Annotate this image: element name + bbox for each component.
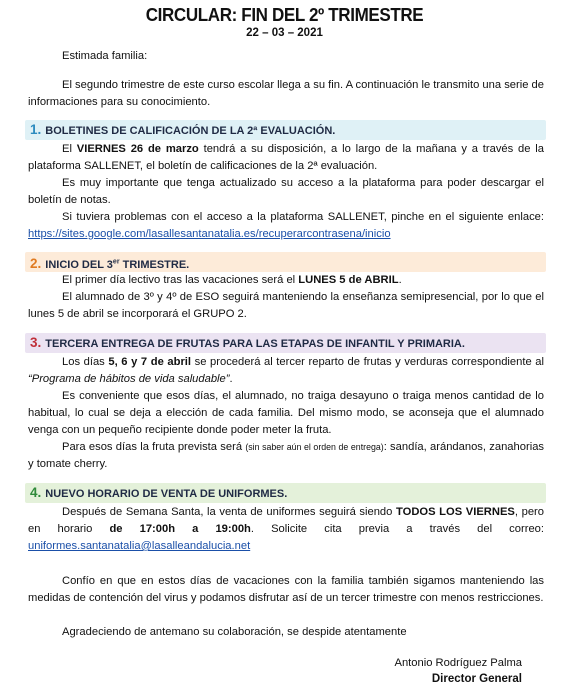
section-3-p3-end: : sandía, arándanos, zanahorias y tomate cherry. <box>28 441 545 470</box>
section-2-title-text: INICIO DEL 3 <box>45 258 113 271</box>
section-2-number: 2. <box>30 255 42 271</box>
section-4-p1-text: Después de Semana Santa, la venta de uniformes seguirá siendo <box>62 506 396 518</box>
section-2-p1-text: El primer día lectivo tras las vacaciones será el <box>62 274 299 286</box>
section-3-p3-note: (sin saber aún el orden de entrega) <box>245 442 384 452</box>
section-4-heading <box>25 483 546 503</box>
section-4-p1-mid: , pero en horario <box>28 506 544 535</box>
section-2-paragraph-2: El alumnado de 3º y 4º de ESO seguirá manteniendo la enseñanza semipresencial, por lo que el lunes 5 de abril se incorporará el GRUPO 2. <box>28 291 544 320</box>
section-1-p1-text: El <box>62 143 77 155</box>
section-2-p1-end: . <box>398 274 402 286</box>
section-3-paragraph-3 <box>28 439 544 473</box>
section-3-title: TERCERA ENTREGA DE FRUTAS PARA LAS ETAPAS DE INFANTIL Y PRIMARIA. <box>45 338 465 350</box>
closing-farewell: Agradeciendo de antemano su colaboración, se despide atentamente <box>62 626 407 638</box>
greeting: Estimada familia: <box>62 50 148 62</box>
intro-paragraph: El segundo trimestre de este curso escolar llega a su fin. A continuación le transmito una serie de informaciones para su conocimiento. <box>28 79 544 108</box>
section-2-p1-date: LUNES 5 de ABRIL <box>298 274 399 286</box>
section-3-p1-program: “Programa de hábitos de vida saludable” <box>28 373 230 385</box>
section-2-paragraph-1 <box>28 272 544 289</box>
section-3-paragraph-2: Es conveniente que esos días, el alumnado, no traiga desayuno o traiga menos cantidad de lo habitual, lo cual se deja a elección de cada familia. Del mismo modo, se aconseja que el alumnado venga con un pequeño recipiente donde poder meter la fruta. <box>28 390 544 436</box>
section-1-paragraph-2: Es muy importante que tenga actualizado su acceso a la plataforma para poder descargar el boletín de notas. <box>28 177 544 206</box>
section-4-p1-hours: de 17:00h a 19:00h <box>109 523 251 535</box>
section-2-heading <box>25 252 546 272</box>
section-3-p1-end: . <box>229 373 233 385</box>
closing-paragraph: Confío en que en estos días de vacaciones con la familia también sigamos manteniendo las medidas de contención del virus y podamos disfrutar así de un tercer trimestre con menos restricciones. <box>28 575 544 604</box>
section-4-number: 4. <box>30 485 42 500</box>
section-4-p1-end: . Solicite cita previa a través del correo: <box>250 523 544 535</box>
section-3-p1-text: Los días <box>62 356 109 368</box>
section-4-paragraph-1 <box>28 504 544 555</box>
uniforms-email-link[interactable]: uniformes.santanatalia@lasalleandalucia.net <box>28 540 251 552</box>
section-1-title: BOLETINES DE CALIFICACIÓN DE LA 2ª EVALUACIÓN. <box>45 125 336 137</box>
section-1-p1-text-end: tendrá a su disposición, a lo largo de la mañana y a través de la plataforma SALLENET, el boletín de calificaciones de la 2ª evaluación. <box>28 143 544 172</box>
section-1-p3-text: Si tuviera problemas con el acceso a la plataforma SALLENET, pinche en el siguiente enlace: <box>62 211 544 223</box>
section-3-p3-text: Para esos días la fruta prevista será <box>62 441 246 453</box>
section-1-paragraph-1 <box>28 141 544 175</box>
section-4-title: NUEVO HORARIO DE VENTA DE UNIFORMES. <box>45 488 288 500</box>
section-3-heading <box>25 333 546 353</box>
section-4-p1-days: TODOS LOS VIERNES <box>395 506 515 518</box>
section-2-title-sup: er <box>112 258 120 265</box>
document-title: CIRCULAR: FIN DEL 2º TRIMESTRE <box>145 4 424 25</box>
section-1-number: 1. <box>30 122 42 137</box>
document-date: 22 – 03 – 2021 <box>246 27 323 39</box>
section-3-p1-dates: 5, 6 y 7 de abril <box>108 356 192 368</box>
section-2-title <box>45 259 189 271</box>
section-3-paragraph-1 <box>28 354 544 388</box>
section-1-paragraph-3 <box>28 209 544 243</box>
signature-role: Director General <box>431 673 522 685</box>
signature-name: Antonio Rodríguez Palma <box>394 657 522 669</box>
password-recovery-link[interactable]: https://sites.google.com/lasallesantanatalia.es/recuperarcontrasena/inicio <box>28 228 391 240</box>
section-1-heading <box>25 120 546 140</box>
section-2-title-end: TRIMESTRE. <box>119 258 190 271</box>
section-3-number: 3. <box>30 335 42 350</box>
section-1-p1-date: VIERNES 26 de marzo <box>76 143 199 155</box>
section-3-p1-mid: se procederá al tercer reparto de frutas y verduras correspondiente al <box>191 356 544 368</box>
